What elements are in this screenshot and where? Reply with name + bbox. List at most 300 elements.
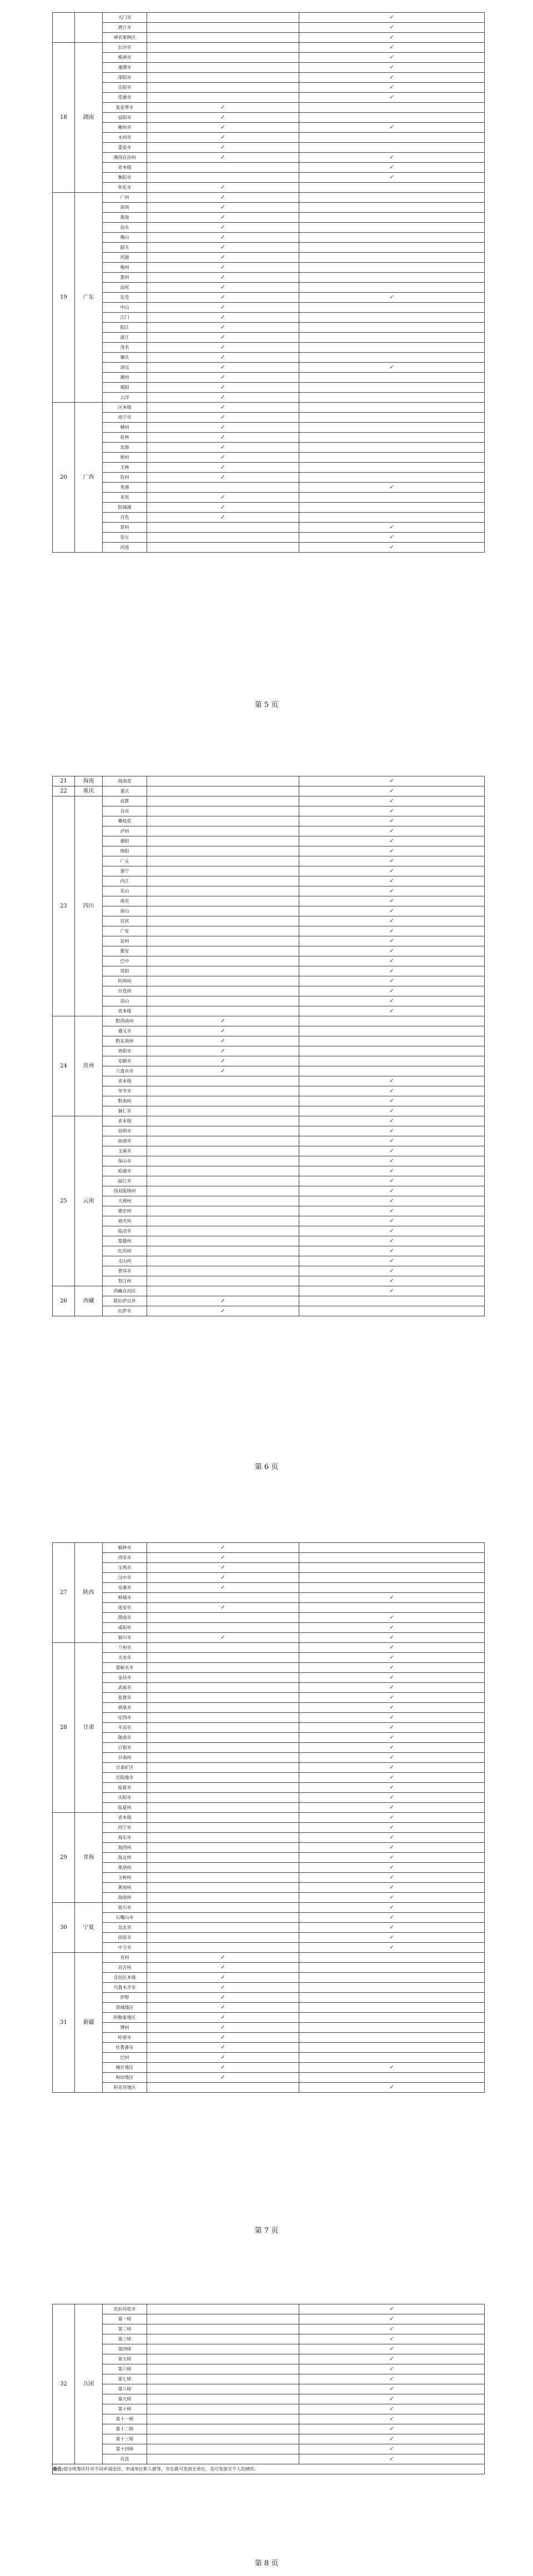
- city-name: 南宁市: [103, 413, 147, 423]
- check-to-individual: ✓: [299, 93, 485, 103]
- check-to-unit: [147, 173, 299, 183]
- table-row: [53, 523, 485, 533]
- check-to-individual: ✓: [299, 1663, 485, 1673]
- check-to-individual: ✓: [299, 1216, 485, 1226]
- city-name: 西双版纳州: [103, 1186, 147, 1196]
- city-name: 绵阳: [103, 846, 147, 856]
- check-to-individual: ✓: [299, 986, 485, 996]
- check-to-individual: ✓: [299, 33, 485, 43]
- table-row: [53, 143, 485, 153]
- city-name: 临夏市: [103, 1783, 147, 1793]
- table-row: [53, 513, 485, 523]
- check-to-individual: ✓: [299, 363, 485, 373]
- check-to-individual: ✓: [299, 1743, 485, 1753]
- check-to-individual: [299, 423, 485, 433]
- check-to-unit: [147, 986, 299, 996]
- check-to-individual: [299, 193, 485, 203]
- check-to-unit: ✓: [147, 1953, 299, 1963]
- region-index: 32: [53, 2304, 75, 2464]
- region-index: 30: [53, 1903, 75, 1953]
- city-name: 神农架林区: [103, 33, 147, 43]
- check-to-individual: ✓: [299, 996, 485, 1006]
- check-to-individual: ✓: [299, 1196, 485, 1206]
- check-to-unit: ✓: [147, 283, 299, 293]
- region-table: [52, 2304, 485, 2474]
- city-name: 第八师: [103, 2384, 147, 2394]
- check-to-unit: [147, 2394, 299, 2404]
- table-row: [53, 2354, 485, 2364]
- check-to-individual: ✓: [299, 1703, 485, 1713]
- check-to-unit: [147, 2374, 299, 2384]
- check-to-unit: [147, 776, 299, 786]
- check-to-individual: [299, 273, 485, 283]
- table-row: [53, 13, 485, 23]
- table-row: [53, 2073, 485, 2083]
- table-row: [53, 243, 485, 253]
- check-to-individual: [299, 303, 485, 313]
- region-index: 18: [53, 43, 75, 193]
- check-to-individual: [299, 2013, 485, 2023]
- check-to-individual: [299, 1573, 485, 1583]
- check-to-individual: [299, 1993, 485, 2003]
- table-row: [53, 866, 485, 876]
- table-row: [53, 1553, 485, 1563]
- check-to-unit: ✓: [147, 1553, 299, 1563]
- check-to-unit: ✓: [147, 2033, 299, 2043]
- table-row: [53, 383, 485, 393]
- check-to-individual: [299, 473, 485, 483]
- check-to-unit: ✓: [147, 2003, 299, 2013]
- check-to-individual: ✓: [299, 2314, 485, 2324]
- city-name: 除拉萨以外: [103, 1296, 147, 1306]
- remark-note: [53, 2464, 485, 2474]
- check-to-unit: [147, 976, 299, 986]
- table-row: [53, 886, 485, 896]
- check-to-unit: [147, 1883, 299, 1893]
- table-row: [53, 23, 485, 33]
- city-name: 迪庆州: [103, 1216, 147, 1226]
- city-name: 益阳市: [103, 113, 147, 123]
- table-row: [53, 856, 485, 866]
- check-to-individual: ✓: [299, 976, 485, 986]
- city-name: 黔东南州: [103, 1036, 147, 1046]
- table-row: [53, 1216, 485, 1226]
- city-name: 茂名: [103, 343, 147, 353]
- check-to-unit: [147, 73, 299, 83]
- table-row: [53, 846, 485, 856]
- table-row: [53, 966, 485, 976]
- city-name: 克州: [103, 1953, 147, 1963]
- city-name: 珠海: [103, 213, 147, 223]
- check-to-unit: [147, 1673, 299, 1683]
- table-row: [53, 163, 485, 173]
- check-to-unit: ✓: [147, 353, 299, 363]
- table-row: [53, 293, 485, 303]
- check-to-unit: [147, 1803, 299, 1813]
- check-to-individual: ✓: [299, 43, 485, 53]
- table-row: [53, 2324, 485, 2334]
- check-to-unit: [147, 1933, 299, 1943]
- city-name: 海南州: [103, 1893, 147, 1903]
- table-row: [53, 1306, 485, 1316]
- check-to-unit: [147, 1683, 299, 1693]
- city-name: 金昌市: [103, 1673, 147, 1683]
- table-row: [53, 1923, 485, 1933]
- check-to-individual: ✓: [299, 83, 485, 93]
- check-to-individual: [299, 1563, 485, 1573]
- check-to-individual: ✓: [299, 1903, 485, 1913]
- check-to-individual: ✓: [299, 1883, 485, 1893]
- check-to-individual: [299, 2053, 485, 2063]
- check-to-unit: [147, 1793, 299, 1803]
- table-row: [53, 1723, 485, 1733]
- check-to-individual: ✓: [299, 816, 485, 826]
- table-row: [53, 353, 485, 363]
- check-to-individual: ✓: [299, 1226, 485, 1236]
- table-row: [53, 896, 485, 906]
- city-name: 眉山: [103, 906, 147, 916]
- check-to-individual: [299, 1296, 485, 1306]
- city-name: 百色: [103, 513, 147, 523]
- check-to-individual: ✓: [299, 1643, 485, 1653]
- city-name: 第六师: [103, 2364, 147, 2374]
- table-row: [53, 1186, 485, 1196]
- table-row: [53, 956, 485, 966]
- check-to-individual: ✓: [299, 1683, 485, 1693]
- city-name: 河源: [103, 253, 147, 263]
- check-to-unit: [147, 1763, 299, 1773]
- city-name: 第十三师: [103, 2434, 147, 2444]
- check-to-unit: ✓: [147, 1296, 299, 1306]
- check-to-individual: ✓: [299, 2404, 485, 2414]
- check-to-unit: [147, 1236, 299, 1246]
- check-to-unit: [147, 2334, 299, 2344]
- check-to-individual: ✓: [299, 1633, 485, 1643]
- table-row: [53, 183, 485, 193]
- city-name: 贵港: [103, 483, 147, 493]
- check-to-unit: ✓: [147, 1563, 299, 1573]
- check-to-individual: [299, 383, 485, 393]
- region-index: 24: [53, 1016, 75, 1116]
- check-to-unit: ✓: [147, 343, 299, 353]
- check-to-unit: ✓: [147, 2023, 299, 2033]
- city-name: 省本级: [103, 1006, 147, 1016]
- city-name: 江门: [103, 313, 147, 323]
- page-number: 第 8 页: [254, 2559, 279, 2568]
- check-to-unit: ✓: [147, 103, 299, 113]
- province-name: 海南: [75, 776, 103, 786]
- table-row: [53, 1933, 485, 1943]
- city-name: 临沧市: [103, 1226, 147, 1236]
- city-name: 酒泉市: [103, 1703, 147, 1713]
- check-to-individual: [299, 493, 485, 503]
- check-to-unit: [147, 836, 299, 846]
- check-to-individual: [299, 1046, 485, 1056]
- table-row: [53, 1773, 485, 1783]
- city-name: 西宁市: [103, 1823, 147, 1833]
- check-to-individual: [299, 263, 485, 273]
- city-name: 昆明市: [103, 1126, 147, 1136]
- check-to-unit: [147, 906, 299, 916]
- city-name: 第九师: [103, 2394, 147, 2404]
- check-to-unit: [147, 916, 299, 926]
- check-to-unit: ✓: [147, 473, 299, 483]
- city-name: 巴州: [103, 2053, 147, 2063]
- city-name: 铜仁市: [103, 1106, 147, 1116]
- check-to-unit: [147, 1913, 299, 1923]
- region-index: 31: [53, 1953, 75, 2093]
- table-row: [53, 1126, 485, 1136]
- check-to-unit: [147, 1266, 299, 1276]
- table-row: [53, 1673, 485, 1683]
- city-name: 梧州: [103, 453, 147, 463]
- city-name: 遂宁: [103, 866, 147, 876]
- city-name: 乌鲁木齐市: [103, 1983, 147, 1993]
- check-to-individual: ✓: [299, 2444, 485, 2454]
- check-to-individual: [299, 313, 485, 323]
- check-to-unit: ✓: [147, 1016, 299, 1026]
- check-to-individual: ✓: [299, 1096, 485, 1106]
- check-to-unit: [147, 1206, 299, 1216]
- province-name: 云南: [75, 1116, 103, 1286]
- check-to-individual: [299, 103, 485, 113]
- city-name: 韶关: [103, 243, 147, 253]
- city-name: 文山州: [103, 1256, 147, 1266]
- table-row: [53, 153, 485, 163]
- check-to-individual: ✓: [299, 1206, 485, 1216]
- check-to-individual: ✓: [299, 2304, 485, 2314]
- table-row: [53, 1136, 485, 1146]
- city-name: 阿勒泰地区: [103, 2013, 147, 2023]
- city-name: 武威市: [103, 1683, 147, 1693]
- check-to-individual: ✓: [299, 73, 485, 83]
- city-name: 嘉峪关市: [103, 1663, 147, 1673]
- check-to-unit: ✓: [147, 323, 299, 333]
- table-row: [53, 323, 485, 333]
- check-to-unit: [147, 1873, 299, 1883]
- check-to-individual: ✓: [299, 1086, 485, 1096]
- check-to-unit: [147, 2364, 299, 2374]
- city-name: 玉树州: [103, 1873, 147, 1883]
- table-row: [53, 1226, 485, 1236]
- check-to-unit: ✓: [147, 1573, 299, 1583]
- table-row: [53, 906, 485, 916]
- province-name: [75, 13, 103, 43]
- check-to-individual: ✓: [299, 1076, 485, 1086]
- table-row: [53, 1016, 485, 1026]
- check-to-individual: ✓: [299, 916, 485, 926]
- city-name: 潮州: [103, 373, 147, 383]
- city-name: 海北州: [103, 1853, 147, 1863]
- province-name: 四川: [75, 796, 103, 1016]
- page-number: 第 7 页: [254, 2227, 279, 2235]
- city-name: 西藏自治区: [103, 1286, 147, 1296]
- check-to-individual: [299, 443, 485, 453]
- check-to-individual: ✓: [299, 1186, 485, 1196]
- city-name: 娄底市: [103, 143, 147, 153]
- table-row: [53, 1076, 485, 1086]
- check-to-individual: [299, 213, 485, 223]
- table-row: [53, 1006, 485, 1016]
- region-index: 29: [53, 1813, 75, 1903]
- check-to-individual: ✓: [299, 1753, 485, 1763]
- city-name: 深圳: [103, 203, 147, 213]
- table-row: [53, 1623, 485, 1633]
- table-row: [53, 1286, 485, 1296]
- table-row: [53, 53, 485, 63]
- table-row: [53, 1853, 485, 1863]
- city-name: 内江: [103, 876, 147, 886]
- city-name: 延安市: [103, 1603, 147, 1613]
- check-to-individual: [299, 1553, 485, 1563]
- check-to-unit: [147, 806, 299, 816]
- check-to-individual: [299, 243, 485, 253]
- check-to-individual: ✓: [299, 1693, 485, 1703]
- city-name: 邵阳市: [103, 73, 147, 83]
- table-row: [53, 986, 485, 996]
- check-to-individual: ✓: [299, 1613, 485, 1623]
- check-to-individual: ✓: [299, 293, 485, 303]
- table-row: [53, 1653, 485, 1663]
- city-name: 中卫市: [103, 1943, 147, 1953]
- region-index: 19: [53, 193, 75, 403]
- check-to-individual: ✓: [299, 2063, 485, 2073]
- city-name: 省本级: [103, 1076, 147, 1086]
- table-row: [53, 2314, 485, 2324]
- check-to-individual: ✓: [299, 533, 485, 543]
- check-to-unit: ✓: [147, 1066, 299, 1076]
- province-name: 广东: [75, 193, 103, 403]
- check-to-unit: ✓: [147, 113, 299, 123]
- check-to-unit: [147, 956, 299, 966]
- table-row: [53, 273, 485, 283]
- check-to-individual: ✓: [299, 936, 485, 946]
- table-row: [53, 1823, 485, 1833]
- city-name: 红河州: [103, 1246, 147, 1256]
- check-to-unit: [147, 1923, 299, 1933]
- table-row: [53, 123, 485, 133]
- table-row: [53, 1036, 485, 1046]
- city-name: 黔南州: [103, 1096, 147, 1106]
- check-to-unit: [147, 1713, 299, 1723]
- check-to-unit: [147, 966, 299, 976]
- check-to-unit: ✓: [147, 443, 299, 453]
- check-to-individual: [299, 133, 485, 143]
- city-name: 广安: [103, 926, 147, 936]
- region-table: [52, 776, 485, 1316]
- region-index: 23: [53, 796, 75, 1016]
- check-to-individual: [299, 1583, 485, 1593]
- check-to-unit: [147, 1096, 299, 1106]
- city-name: 大理州: [103, 1196, 147, 1206]
- table-row: [53, 203, 485, 213]
- check-to-individual: [299, 183, 485, 193]
- check-to-unit: ✓: [147, 403, 299, 413]
- city-name: 玉溪市: [103, 1146, 147, 1156]
- check-to-unit: [147, 1863, 299, 1873]
- check-to-unit: [147, 816, 299, 826]
- check-to-individual: [299, 113, 485, 123]
- check-to-individual: ✓: [299, 13, 485, 23]
- check-to-unit: ✓: [147, 413, 299, 423]
- table-row: [53, 1883, 485, 1893]
- check-to-unit: ✓: [147, 153, 299, 163]
- table-row: [53, 826, 485, 836]
- check-to-unit: [147, 1286, 299, 1296]
- city-name: 遵义市: [103, 1026, 147, 1036]
- table-row: [53, 213, 485, 223]
- check-to-unit: ✓: [147, 223, 299, 233]
- table-row: [53, 1913, 485, 1923]
- city-name: 来宾: [103, 493, 147, 503]
- city-name: 吐鲁番市: [103, 2043, 147, 2053]
- check-to-individual: ✓: [299, 123, 485, 133]
- city-name: 贵阳市: [103, 1046, 147, 1056]
- table-row: [53, 2394, 485, 2404]
- table-row: [53, 1563, 485, 1573]
- check-to-individual: ✓: [299, 1146, 485, 1156]
- check-to-individual: ✓: [299, 2354, 485, 2364]
- check-to-individual: ✓: [299, 2364, 485, 2374]
- city-name: 第十四师: [103, 2444, 147, 2454]
- table-row: [53, 936, 485, 946]
- city-name: 资阳: [103, 966, 147, 976]
- check-to-unit: [147, 1176, 299, 1186]
- check-to-unit: [147, 63, 299, 73]
- table-row: [53, 1246, 485, 1256]
- table-row: [53, 1833, 485, 1843]
- city-name: 德阳: [103, 836, 147, 846]
- city-name: 雅安: [103, 946, 147, 956]
- city-name: 成都: [103, 796, 147, 806]
- check-to-unit: ✓: [147, 1993, 299, 2003]
- table-row: [53, 1663, 485, 1673]
- city-name: 钦州: [103, 473, 147, 483]
- city-name: 岳阳市: [103, 83, 147, 93]
- check-to-individual: ✓: [299, 543, 485, 553]
- check-to-unit: [147, 543, 299, 553]
- table-row: [53, 1196, 485, 1206]
- check-to-individual: ✓: [299, 1166, 485, 1176]
- table-row: [53, 1613, 485, 1623]
- city-name: 石嘴山市: [103, 1913, 147, 1923]
- table-row: [53, 2374, 485, 2384]
- province-name: 陕西: [75, 1543, 103, 1643]
- table-row: [53, 333, 485, 343]
- table-row: [53, 1793, 485, 1803]
- check-to-individual: ✓: [299, 1266, 485, 1276]
- city-name: 曲靖市: [103, 1136, 147, 1146]
- check-to-individual: [299, 513, 485, 523]
- table-row: [53, 1753, 485, 1763]
- check-to-unit: [147, 1246, 299, 1256]
- check-to-unit: ✓: [147, 2013, 299, 2023]
- check-to-unit: [147, 886, 299, 896]
- city-name: 张家界市: [103, 103, 147, 113]
- table-row: [53, 1096, 485, 1106]
- city-name: 丽江市: [103, 1176, 147, 1186]
- check-to-unit: [147, 1256, 299, 1266]
- check-to-unit: [147, 1166, 299, 1176]
- city-name: 咸阳市: [103, 1623, 147, 1633]
- table-row: [53, 463, 485, 473]
- table-row: [53, 423, 485, 433]
- check-to-individual: ✓: [299, 2384, 485, 2394]
- check-to-unit: ✓: [147, 373, 299, 383]
- table-row: [53, 393, 485, 403]
- check-to-individual: [299, 233, 485, 243]
- check-to-unit: ✓: [147, 2073, 299, 2083]
